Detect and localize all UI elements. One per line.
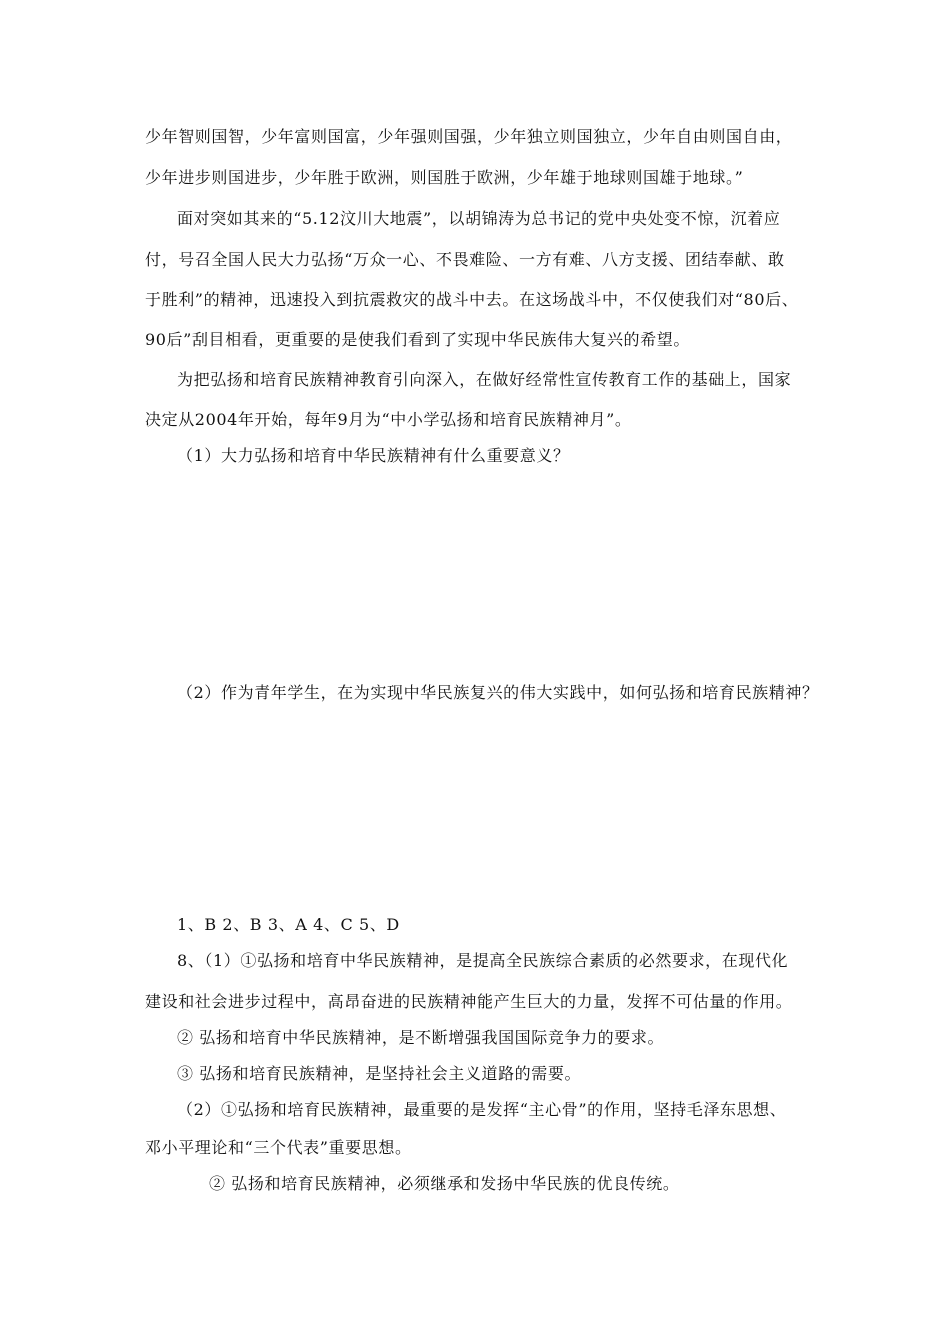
answer8-line-4: ③ 弘扬和培育民族精神，是坚持社会主义道路的需要。	[177, 1064, 582, 1083]
passage-line-8: 决定从2004年开始，每年9月为“中小学弘扬和培育民族精神月”。	[145, 410, 632, 429]
choice-answers: 1、B 2、B 3、A 4、C 5、D	[177, 915, 400, 934]
answer8-line-7: ② 弘扬和培育民族精神，必须继承和发扬中华民族的优良传统。	[209, 1174, 680, 1193]
passage-line-3: 面对突如其来的“5.12汶川大地震”，以胡锦涛为总书记的党中央处变不惊，沉着应	[177, 209, 781, 228]
answer8-line-1: 8、（1）①弘扬和培育中华民族精神，是提高全民族综合素质的必然要求，在现代化	[177, 951, 789, 970]
question-1: （1）大力弘扬和培育中华民族精神有什么重要意义？	[177, 446, 570, 465]
passage-line-2: 少年进步则国进步，少年胜于欧洲，则国胜于欧洲，少年雄于地球则国雄于地球。”	[145, 168, 744, 187]
question-2: （2）作为青年学生，在为实现中华民族复兴的伟大实践中，如何弘扬和培育民族精神？	[177, 683, 819, 702]
answer8-line-5: （2）①弘扬和培育民族精神，最重要的是发挥“主心骨”的作用，坚持毛泽东思想、	[177, 1100, 787, 1119]
passage-line-1: 少年智则国智，少年富则国富，少年强则国强，少年独立则国独立，少年自由则国自由，	[145, 127, 793, 146]
passage-line-4: 付，号召全国人民大力弘扬“万众一心、不畏难险、一方有难、八方支援、团结奉献、敢	[145, 250, 785, 269]
answer8-line-2: 建设和社会进步过程中，高昂奋进的民族精神能产生巨大的力量，发挥不可估量的作用。	[145, 992, 793, 1011]
answer8-line-3: ② 弘扬和培育中华民族精神，是不断增强我国国际竞争力的要求。	[177, 1028, 665, 1047]
passage-line-7: 为把弘扬和培育民族精神教育引向深入，在做好经常性宣传教育工作的基础上，国家	[177, 370, 792, 389]
passage-line-6: 90后”刮目相看，更重要的是使我们看到了实现中华民族伟大复兴的希望。	[145, 330, 690, 349]
answer8-line-6: 邓小平理论和“三个代表”重要思想。	[145, 1138, 412, 1157]
passage-line-5: 于胜利”的精神，迅速投入到抗震救灾的战斗中去。在这场战斗中，不仅使我们对“80后、	[145, 290, 799, 309]
